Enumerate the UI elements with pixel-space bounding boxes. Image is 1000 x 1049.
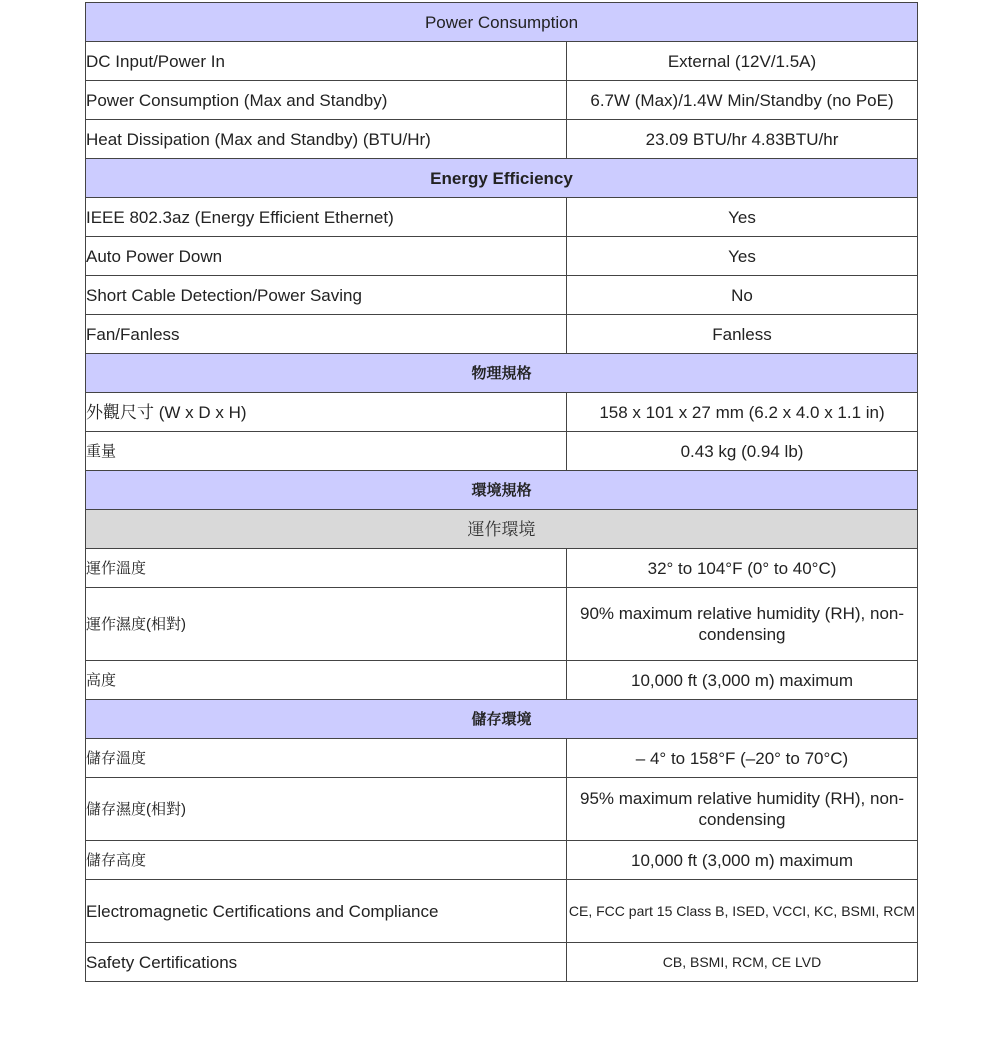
section-row [86,354,918,393]
row-label: DC Input/Power In [86,42,567,81]
subsection-operating: 運作環境 [86,510,918,549]
section-storage: 儲存環境 [86,700,918,739]
row-label: 外觀尺寸 (W x D x H) [86,393,567,432]
row-value: External (12V/1.5A) [567,42,918,81]
row-value: 32° to 104°F (0° to 40°C) [567,549,918,588]
table-row [86,739,918,778]
row-label: 儲存溫度 [86,739,567,778]
row-value: 6.7W (Max)/1.4W Min/Standby (no PoE) [567,81,918,120]
row-value: 10,000 ft (3,000 m) maximum [567,661,918,700]
row-value: 95% maximum relative humidity (RH), non-condensing [567,778,918,841]
spec-table [85,2,918,982]
table-row [86,315,918,354]
section-environment: 環境規格 [86,471,918,510]
row-label: 運作溫度 [86,549,567,588]
section-row [86,471,918,510]
table-row [86,81,918,120]
row-value: CB, BSMI, RCM, CE LVD [567,943,918,982]
row-label: Auto Power Down [86,237,567,276]
row-label: 儲存高度 [86,841,567,880]
table-row [86,120,918,159]
row-value: Fanless [567,315,918,354]
table-row [86,778,918,841]
row-value: No [567,276,918,315]
section-physical: 物理規格 [86,354,918,393]
row-label: IEEE 802.3az (Energy Efficient Ethernet) [86,198,567,237]
row-label: Short Cable Detection/Power Saving [86,276,567,315]
row-value: 23.09 BTU/hr 4.83BTU/hr [567,120,918,159]
row-value: Yes [567,237,918,276]
row-label: Electromagnetic Certifications and Compliance [86,880,567,943]
row-value: CE, FCC part 15 Class B, ISED, VCCI, KC, BSMI, RCM [567,880,918,943]
table-row [86,549,918,588]
section-energy-efficiency: Energy Efficiency [86,159,918,198]
section-row [86,700,918,739]
row-label: 高度 [86,661,567,700]
table-row [86,943,918,982]
subsection-row [86,510,918,549]
row-label: Heat Dissipation (Max and Standby) (BTU/Hr) [86,120,567,159]
row-value: Yes [567,198,918,237]
row-label: Safety Certifications [86,943,567,982]
table-row [86,237,918,276]
row-label: 重量 [86,432,567,471]
row-label: Fan/Fanless [86,315,567,354]
table-row [86,661,918,700]
table-row [86,198,918,237]
table-row [86,841,918,880]
table-row [86,588,918,661]
table-row [86,393,918,432]
section-power-consumption: Power Consumption [86,3,918,42]
row-label: Power Consumption (Max and Standby) [86,81,567,120]
row-label: 儲存濕度(相對) [86,778,567,841]
table-row [86,42,918,81]
row-value: – 4° to 158°F (–20° to 70°C) [567,739,918,778]
table-row [86,432,918,471]
section-row [86,3,918,42]
row-value: 10,000 ft (3,000 m) maximum [567,841,918,880]
row-value: 158 x 101 x 27 mm (6.2 x 4.0 x 1.1 in) [567,393,918,432]
row-value: 90% maximum relative humidity (RH), non-condensing [567,588,918,661]
section-row [86,159,918,198]
table-row [86,880,918,943]
table-row [86,276,918,315]
row-value: 0.43 kg (0.94 lb) [567,432,918,471]
row-label: 運作濕度(相對) [86,588,567,661]
